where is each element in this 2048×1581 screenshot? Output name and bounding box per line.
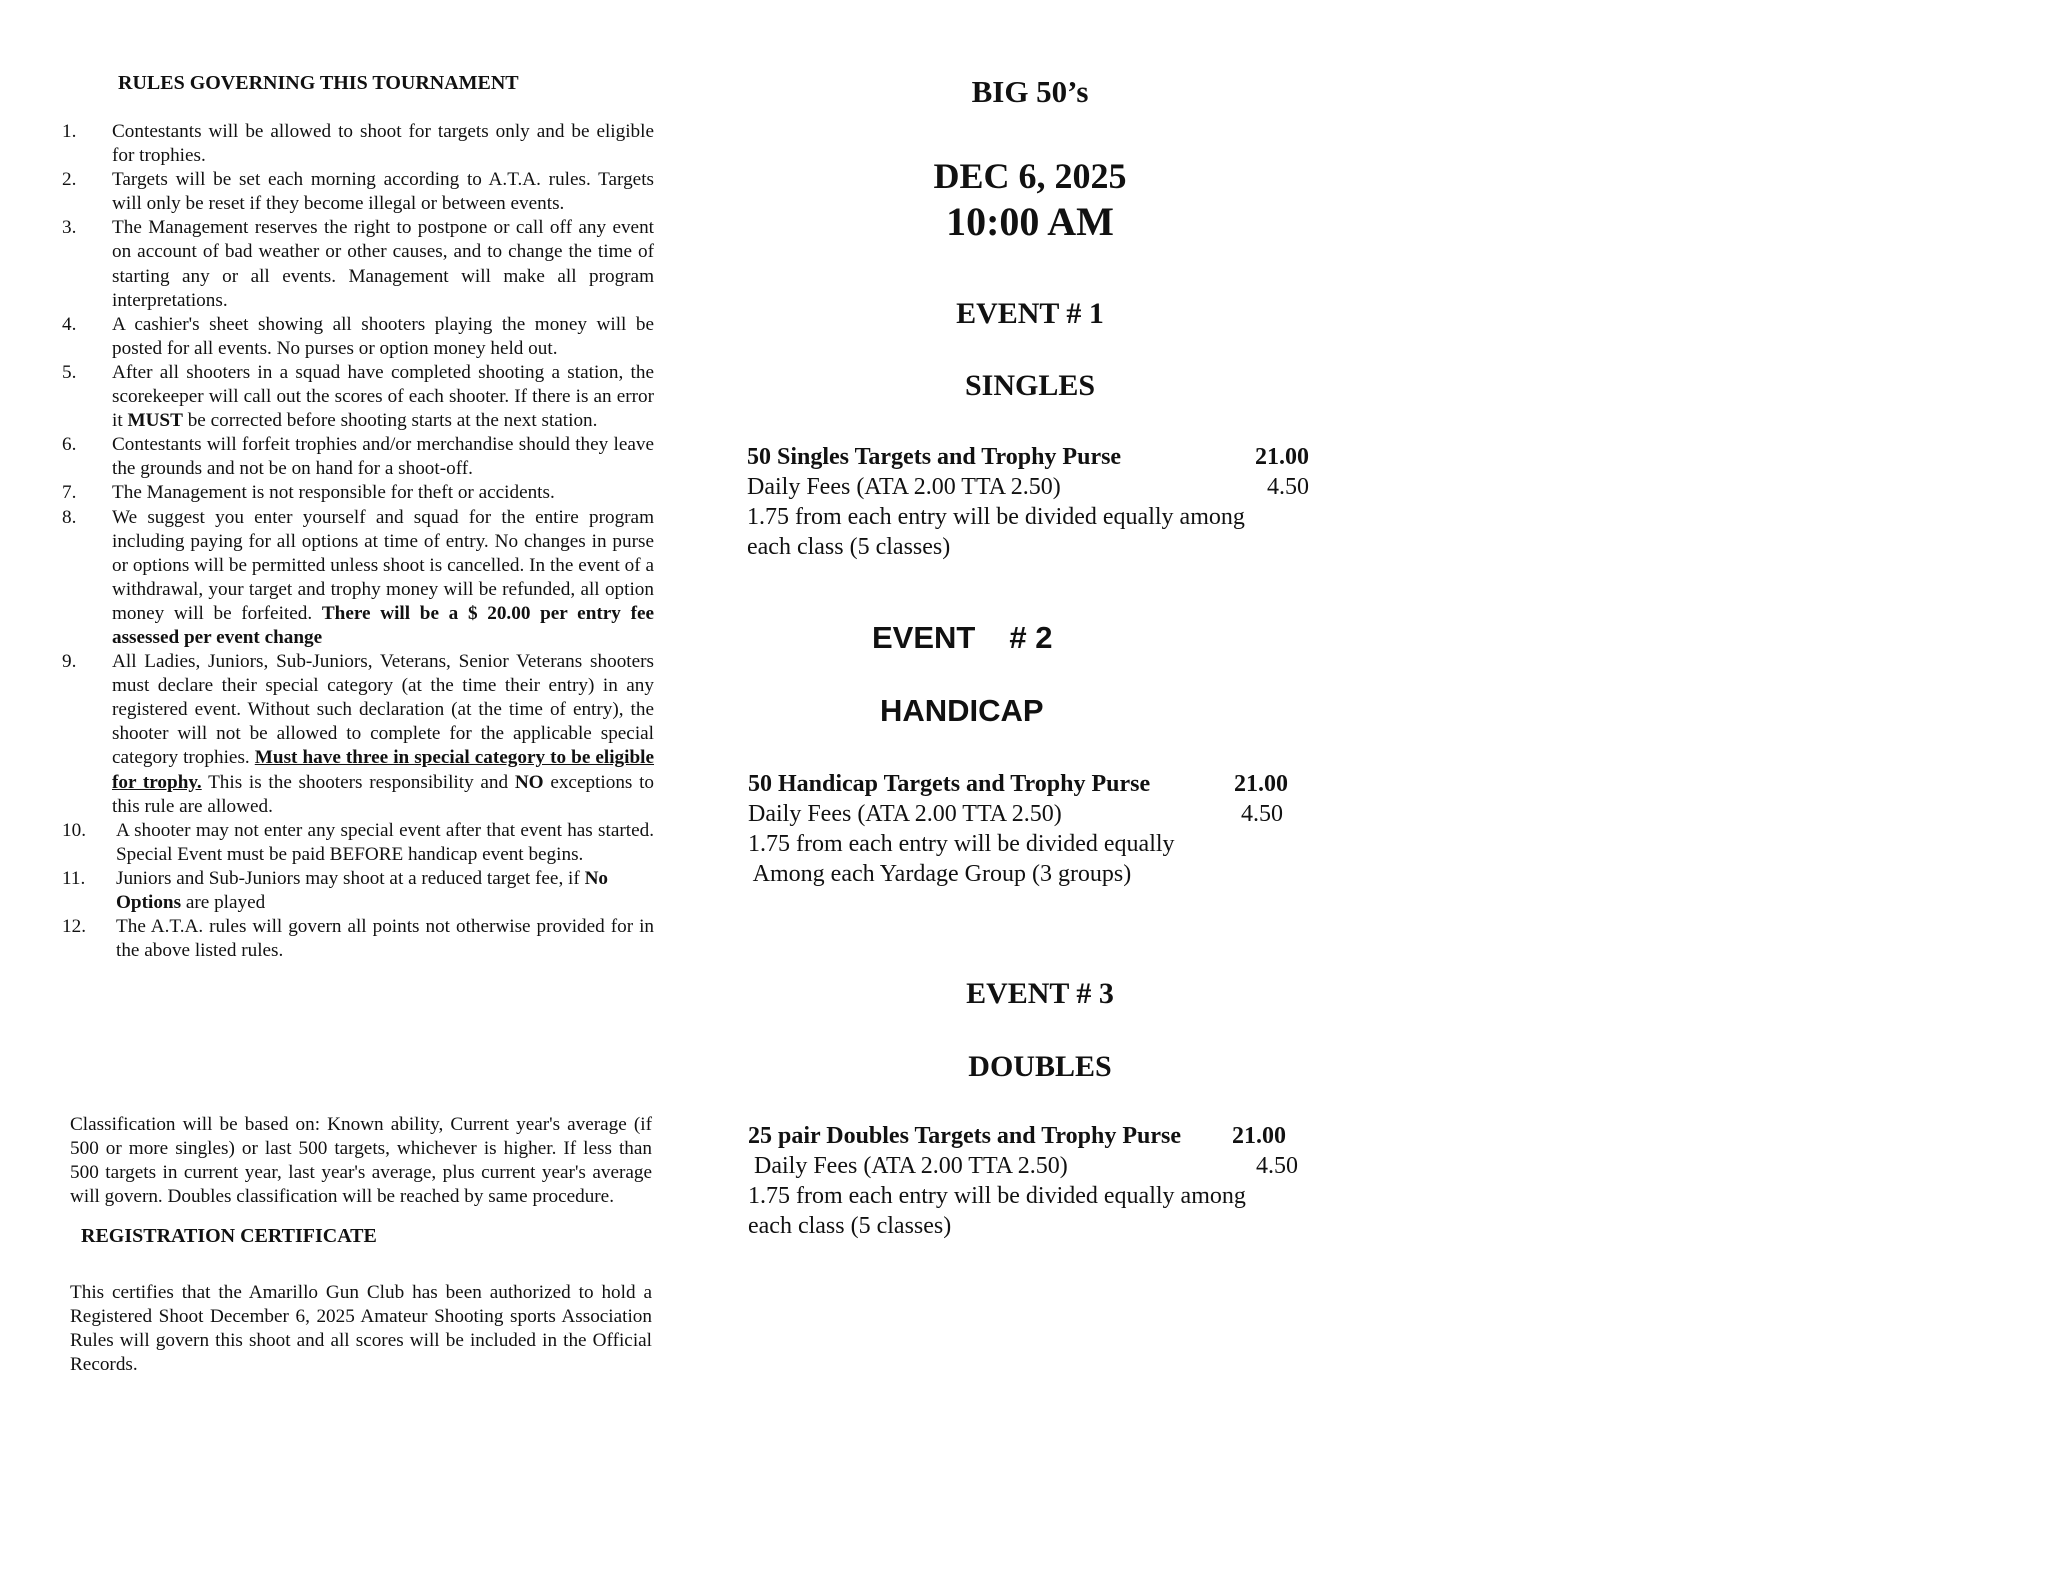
daily-fees-row	[748, 1151, 1328, 1181]
rule-text: The Management is not responsible for theft or accidents.	[112, 482, 555, 504]
rule-item	[62, 433, 654, 481]
event-note-line: each class (5 classes)	[748, 1213, 952, 1239]
rule-number: 6.	[62, 434, 77, 456]
rule-text: The Management reserves the right to postpone or call off any event on account of bad weather or other causes, and to change the time of starting any or all events. Management will make all program interpretations.	[112, 217, 654, 311]
event-3-fees	[748, 1121, 1328, 1241]
daily-fees-amount: 4.50	[1267, 474, 1309, 500]
rule-text	[112, 651, 654, 817]
rule-text-part: Juniors and Sub-Juniors may shoot at a reduced target fee, if	[116, 867, 585, 889]
rule-item	[62, 915, 654, 963]
event-2-name: HANDICAP	[880, 693, 1044, 728]
purse-amount: 21.00	[1234, 771, 1288, 797]
rule-item	[62, 481, 654, 505]
event-2-heading-word: EVENT	[872, 620, 976, 655]
purse-row	[748, 769, 1328, 799]
purse-label: 50 Singles Targets and Trophy Purse	[747, 444, 1122, 470]
rule-text: A cashier's sheet showing all shooters playing the money will be posted for all events. No purses or option money held out.	[112, 313, 654, 359]
rule-text-part: All Ladies, Juniors, Sub-Juniors, Veterans, Senior Veterans shooters must declare their special category (at the time their entry) in any registered event. Without such declaration (at the time of entry), the shooter will not be allowed to complete for the applicable special category trophies.	[112, 651, 654, 769]
daily-fees-amount: 4.50	[1256, 1153, 1298, 1179]
rule-number: 12.	[62, 916, 86, 938]
rule-text	[112, 507, 654, 648]
rule-number: 5.	[62, 361, 77, 383]
rule-item	[62, 120, 654, 168]
rule-number: 4.	[62, 313, 77, 335]
event-note-line: each class (5 classes)	[747, 534, 951, 560]
rule-text	[112, 362, 654, 431]
rule-text: Contestants will be allowed to shoot for targets only and be eligible for trophies.	[112, 121, 654, 167]
rule-number: 1.	[62, 121, 77, 142]
rule-item	[62, 361, 654, 433]
rule-number: 11.	[62, 867, 86, 889]
event-note-line: 1.75 from each entry will be divided equally among	[747, 504, 1245, 530]
event-3-name: DOUBLES	[968, 1050, 1112, 1083]
rule-item	[62, 819, 654, 867]
rule-text-part: This is the shooters responsibility and	[201, 771, 515, 793]
rule-text	[116, 867, 654, 915]
rule-item	[62, 650, 654, 819]
rule-text: A shooter may not enter any special event after that event has started. Special Event must be paid BEFORE handicap event begins.	[116, 819, 654, 865]
rule-item	[62, 506, 654, 651]
rule-emphasis: NO	[514, 771, 544, 793]
rule-text: The A.T.A. rules will govern all points not otherwise provided for in the above listed rules.	[116, 916, 654, 962]
rule-item	[62, 216, 654, 312]
rule-text-part: exceptions to this rule are allowed.	[112, 771, 655, 817]
daily-fees-amount: 4.50	[1241, 801, 1283, 827]
event-2-heading	[872, 620, 1052, 656]
event-note-line: Among each Yardage Group (3 groups)	[748, 861, 1132, 887]
event-date: DEC 6, 2025	[933, 156, 1127, 196]
rules-list	[62, 120, 654, 963]
daily-fees-row	[748, 799, 1328, 829]
event-3-heading: EVENT # 3	[966, 977, 1114, 1010]
daily-fees-label: Daily Fees (ATA 2.00 TTA 2.50)	[748, 801, 1062, 827]
event-1-fees	[747, 442, 1327, 562]
rule-text: Targets will be set each morning according to A.T.A. rules. Targets will only be reset if they become illegal or between events.	[112, 169, 654, 215]
rule-text-part: are played	[181, 892, 266, 913]
event-note-line: 1.75 from each entry will be divided equally among	[748, 1183, 1246, 1209]
rule-emphasis-underlined: Must have three in special category to be eligible for trophy.	[112, 747, 655, 793]
purse-row	[748, 1121, 1328, 1151]
rule-item	[62, 168, 654, 216]
purse-row	[747, 442, 1327, 472]
event-1-name: SINGLES	[964, 369, 1096, 402]
rule-emphasis: There will be a $ 20.00 per entry fee assessed per event change	[112, 602, 654, 648]
rule-number: 9.	[62, 651, 77, 673]
rule-item	[62, 867, 654, 915]
purse-amount: 21.00	[1232, 1123, 1286, 1149]
daily-fees-label: Daily Fees (ATA 2.00 TTA 2.50)	[748, 1153, 1068, 1179]
rule-item	[62, 313, 654, 361]
event-2-fees	[748, 769, 1328, 889]
rule-emphasis: MUST	[127, 410, 183, 432]
program-title: BIG 50’s	[971, 74, 1089, 109]
rule-number: 7.	[62, 482, 77, 504]
rules-heading: RULES GOVERNING THIS TOURNAMENT	[118, 72, 519, 94]
rule-number: 10.	[62, 819, 86, 841]
classification-paragraph: Classification will be based on: Known ability, Current year's average (if 500 or more singles) or last 500 targets, whichever is higher. If less than 500 targets in current year, last year's average, plus current year's average will govern. Doubles classification will be reached by same procedure.	[70, 1114, 652, 1208]
certificate-paragraph: This certifies that the Amarillo Gun Club has been authorized to hold a Registered Shoot December 6, 2025 Amateur Shooting sports Association Rules will govern this shoot and all scores will be included in the Official Records.	[70, 1282, 652, 1376]
purse-label: 25 pair Doubles Targets and Trophy Purse	[748, 1123, 1181, 1149]
daily-fees-label: Daily Fees (ATA 2.00 TTA 2.50)	[747, 474, 1061, 500]
rule-number: 2.	[62, 169, 77, 191]
rule-text-part: After all shooters in a squad have completed shooting a station, the scorekeeper will call out the scores of each shooter. If there is an error it	[112, 361, 654, 432]
rule-number: 8.	[62, 506, 77, 528]
rule-emphasis: No Options	[116, 867, 609, 913]
rule-text-part: be corrected before shooting starts at the next station.	[182, 410, 598, 432]
event-1-heading: EVENT # 1	[956, 297, 1104, 330]
event-time: 10:00 AM	[946, 199, 1114, 244]
event-2-heading-number: # 2	[1009, 620, 1053, 655]
rule-number: 3.	[62, 217, 77, 239]
purse-amount: 21.00	[1255, 444, 1309, 470]
purse-label: 50 Handicap Targets and Trophy Purse	[748, 771, 1151, 797]
registration-heading: REGISTRATION CERTIFICATE	[81, 1225, 377, 1247]
event-note-line: 1.75 from each entry will be divided equally	[748, 831, 1175, 857]
rule-text: Contestants will forfeit trophies and/or merchandise should they leave the grounds and not be on hand for a shoot-off.	[112, 434, 654, 480]
rule-text-part: We suggest you enter yourself and squad for the entire program including paying for all options at time of entry. No changes in purse or options will be permitted unless shoot is cancelled. In the event of a withdrawal, your target and trophy money will be refunded, all option money will be forfeited.	[112, 506, 654, 624]
daily-fees-row	[747, 472, 1327, 502]
